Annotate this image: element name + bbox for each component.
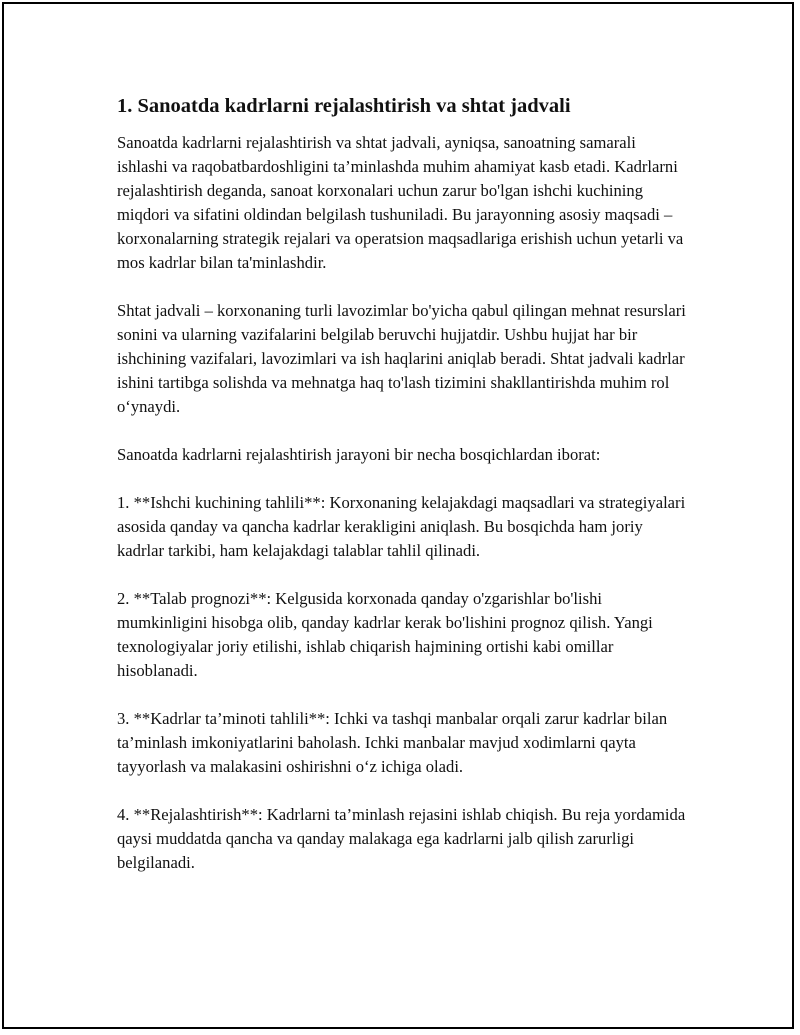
stage-3-paragraph: 3. **Kadrlar ta’minoti tahlili**: Ichki va tashqi manbalar orqali zarur kadrlar bilan ta’minlash imkoniyatlarini baholash. Ichki manbalar mavjud xodimlarni qayta tayyorlash va malakasini oshirishni o‘z ichiga oladi.	[117, 709, 668, 776]
stages-intro-paragraph: Sanoatda kadrlarni rejalashtirish jarayoni bir necha bosqichlardan iborat:	[117, 445, 601, 464]
staff-schedule-paragraph: Shtat jadvali – korxonaning turli lavozimlar bo'yicha qabul qilingan mehnat resurslari sonini va ularning vazifalarini belgilab beruvchi hujjatdir. Ushbu hujjat har bir ishchining vazifalari, lavozimlari va ish haqlarini aniqlab beradi. Shtat jadvali kadrlar ishini tartibga solishda va mehnatga haq to'lash tizimini shakllantirishda muhim rol o‘ynaydi.	[117, 301, 686, 416]
stage-1-paragraph: 1. **Ishchi kuchining tahlili**: Korxonaning kelajakdagi maqsadlari va strategiyalari asosida qanday va qancha kadrlar kerakligini aniqlash. Bu bosqichda ham joriy kadrlar tarkibi, ham kelajakdagi talablar tahlil qilinadi.	[117, 493, 686, 560]
document-body	[117, 93, 687, 899]
section-heading: 1. Sanoatda kadrlarni rejalashtirish va shtat jadvali	[117, 95, 571, 117]
stage-2-paragraph: 2. **Talab prognozi**: Kelgusida korxonada qanday o'zgarishlar bo'lishi mumkinligini hisobga olib, qanday kadrlar kerak bo'lishini prognoz qilish. Yangi texnologiyalar joriy etilishi, ishlab chiqarish hajmining ortishi kabi omillar hisoblanadi.	[117, 589, 653, 680]
stage-4-paragraph: 4. **Rejalashtirish**: Kadrlarni ta’minlash rejasini ishlab chiqish. Bu reja yordamida qaysi muddatda qancha va qanday malakaga ega kadrlarni jalb qilish zarurligi belgilanadi.	[117, 805, 686, 872]
intro-paragraph: Sanoatda kadrlarni rejalashtirish va shtat jadvali, ayniqsa, sanoatning samarali ishlashi va raqobatbardoshligini ta’minlashda muhim ahamiyat kasb etadi. Kadrlarni rejalashtirish deganda, sanoat korxonalari uchun zarur bo'lgan ishchi kuchining miqdori va sifatini oldindan belgilash tushuniladi. Bu jarayonning asosiy maqsadi – korxonalarning strategik rejalari va operatsion maqsadlariga erishish uchun yetarli va mos kadrlar bilan ta'minlashdir.	[117, 133, 684, 272]
